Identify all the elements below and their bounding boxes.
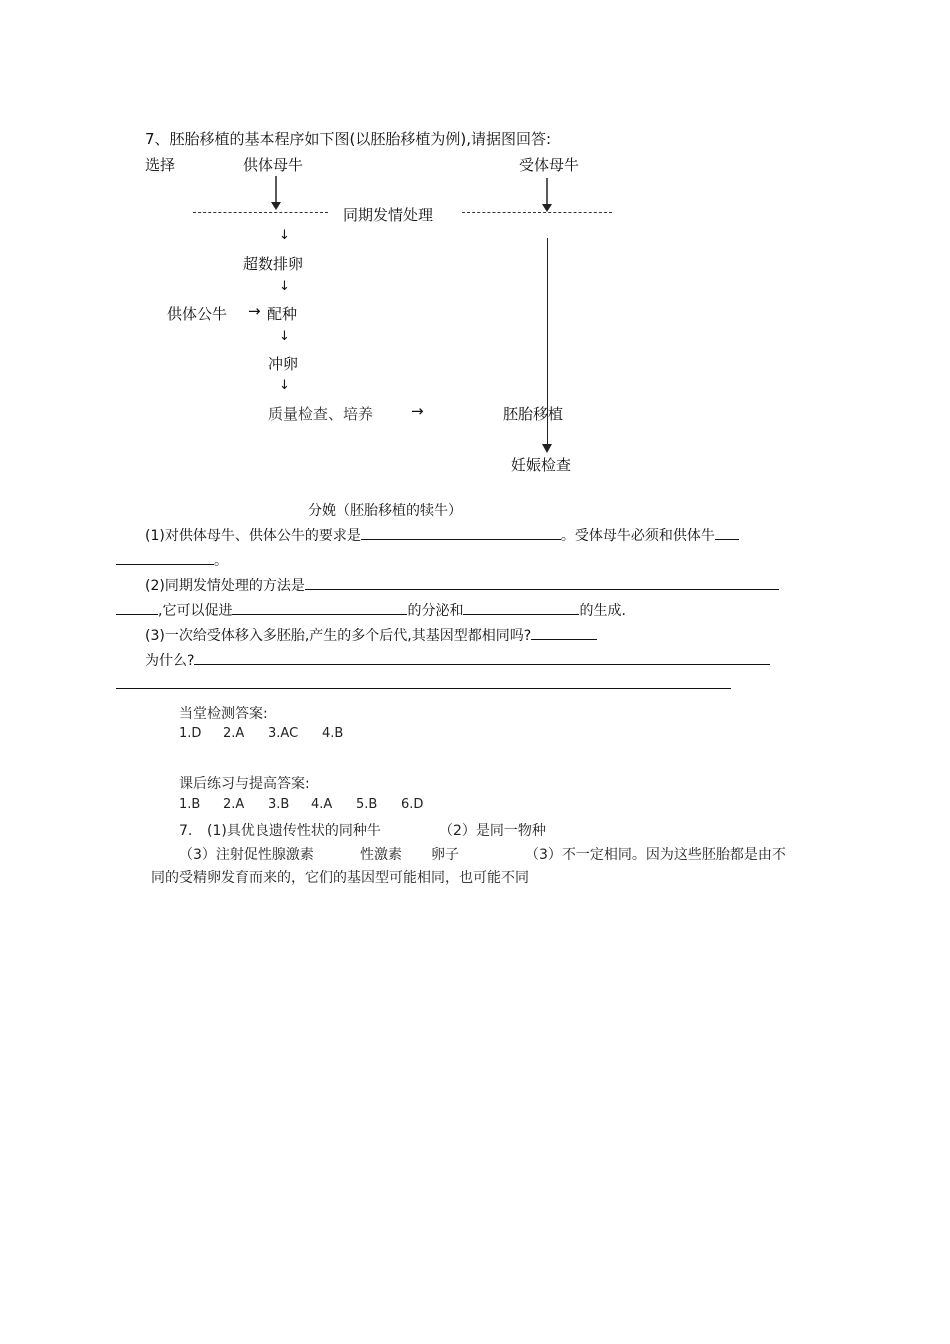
after-class-answers-title: 课后练习与提高答案: [179,776,310,792]
down-arrow-icon: ↓ [279,329,290,344]
q7-num: 7. [179,823,193,839]
answer-item: 4.B [322,726,344,741]
q7-answer-line-1 [179,820,546,840]
q1-end: 。 [214,553,228,569]
q7-a3-1: （3）注射促性腺激素 [179,847,314,863]
label-mating: 配种 [267,305,298,323]
answer-blank[interactable] [531,625,597,640]
label-flush: 冲卵 [268,355,299,373]
label-select: 选择 [145,156,176,174]
sub-question-1 [145,525,739,545]
sub-question-1-cont [116,550,228,570]
answer-blank[interactable] [116,600,158,615]
answer-blank[interactable] [232,600,407,615]
down-arrow-icon: ↓ [279,378,290,393]
answer-blank[interactable] [116,550,214,565]
q1-text: (1)对供体母牛、供体公牛的要求是 [145,528,361,544]
answer-item: 3.AC [268,726,299,741]
answer-item: 2.A [223,797,245,812]
answer-item: 4.A [311,797,333,812]
sub-question-2 [145,575,779,595]
in-class-answers-title: 当堂检测答案: [179,706,268,722]
down-arrow-icon [539,178,555,214]
q7-a3-2: 性激素 [360,847,402,863]
q7-a4: （3）不一定相同。因为这些胚胎都是由不 [525,847,786,863]
answer-item: 1.D [179,726,202,741]
answer-blank[interactable] [194,650,770,665]
dashed-line-left [193,212,328,213]
label-donor-cow: 供体母牛 [243,156,304,174]
question-title: 7、胚胎移植的基本程序如下图(以胚胎移植为例),请据图回答: [145,130,552,148]
answer-blank[interactable] [463,600,579,615]
q1-mid: 。受体母牛必须和供体牛 [560,528,715,544]
down-arrow-icon [268,176,284,212]
q3-text: (3)一次给受体移入多胚胎,产生的多个后代,其基因型都相同吗? [145,628,532,644]
down-arrow-icon: ↓ [279,228,290,243]
down-arrow-icon: ↓ [279,279,290,294]
label-pregnancy: 妊娠检查 [511,456,572,474]
answer-line[interactable] [116,688,731,689]
label-transfer: 胚胎移植 [503,405,564,423]
answer-blank[interactable] [305,575,779,590]
label-recipient-cow: 受体母牛 [519,156,580,174]
in-class-answers [179,726,343,741]
q7-answer-line-3: 同的受精卵发育而来的，它们的基因型可能相同，也可能不同 [151,870,529,886]
sub-question-3 [145,625,597,645]
q7-a1: (1)具优良遗传性状的同种牛 [207,823,381,839]
right-arrow-icon: → [248,302,261,320]
after-class-answers [179,797,423,812]
label-donor-bull: 供体公牛 [167,305,228,323]
q7-a2: （2）是同一物种 [439,823,546,839]
answer-item: 1.B [179,797,201,812]
q3-why: 为什么? [145,653,195,669]
answer-item: 3.B [268,797,290,812]
label-quality: 质量检查、培养 [268,405,374,423]
q7-a3-3: 卵子 [431,847,459,863]
answer-item: 2.A [223,726,245,741]
label-birth: 分娩（胚胎移植的犊牛） [308,503,462,519]
right-arrow-icon: → [411,402,424,420]
long-vertical-line [547,238,548,448]
answer-blank[interactable] [361,525,561,540]
label-sync: 同期发情处理 [343,206,434,224]
sub-question-3-why [145,650,770,670]
q2-end: 的生成. [579,603,626,619]
q2-mid2: 的分泌和 [407,603,464,619]
dashed-line-right [462,212,612,213]
answer-blank[interactable] [715,525,739,540]
sub-question-2-cont [116,600,626,620]
q2-mid: ,它可以促进 [158,603,233,619]
answer-item: 6.D [401,797,424,812]
q7-answer-line-2 [179,844,786,864]
answer-item: 5.B [356,797,378,812]
label-superovulation: 超数排卵 [243,255,304,273]
q2-text: (2)同期发情处理的方法是 [145,578,305,594]
